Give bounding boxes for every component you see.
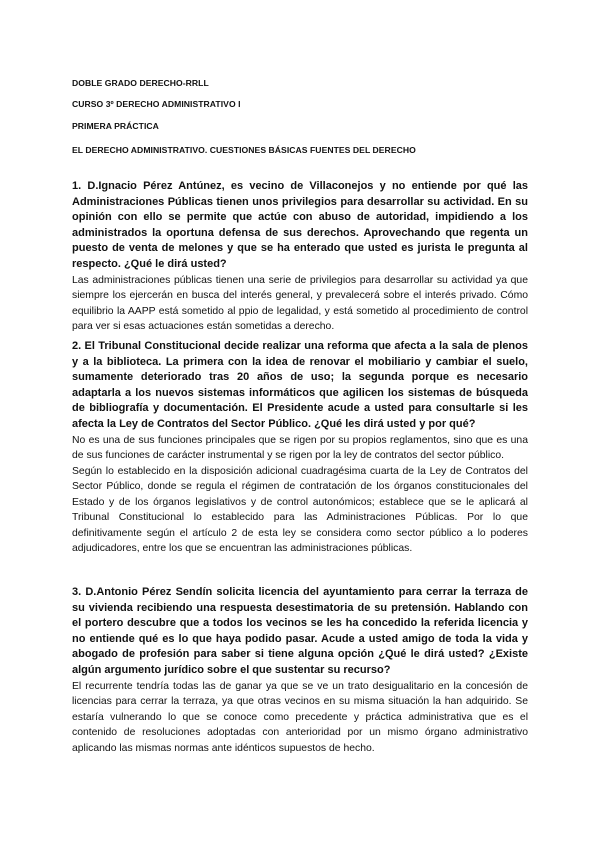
practice-title: PRIMERA PRÁCTICA: [72, 121, 159, 131]
answer-1-text: Las administraciones públicas tienen una serie de privilegios para desarrollar su actividad ya que siempre los ejercerán en busca del interés general, y prevalecerá sobre el interés privado. Cómo equilibrio la AAPP está sometido al ppio de legalidad, y está sometido al procedimiento de control para ver si esas actuaciones están sometidas a derecho.: [72, 274, 528, 333]
answer-2-text: No es una de sus funciones principales que se rigen por su propios reglamentos, sino que es una de sus funciones de carácter instrumental y se rigen por la ley de contratos del sector público.: [72, 434, 528, 462]
question-1-text: 1. D.Ignacio Pérez Antúnez, es vecino de Villaconejos y no entiende por qué las Administraciones Públicas tienen unos privilegios para desarrollar su actividad. En su opinión con ello se permite que actúe con abuso de autoridad, impidiendo a los administrados la oportuna defensa de sus derechos. Aprovechando que regenta un puesto de venta de melones y que se ha enterado que usted es jurista le pregunta al respecto. ¿Qué le dirá usted?: [72, 180, 528, 270]
course-title: CURSO 3º DERECHO ADMINISTRATIVO I: [72, 99, 241, 109]
answer-2-text-cont: Según lo establecido en la disposición adicional cuadragésima cuarta de la Ley de Contratos del Sector Público, donde se regula el régimen de contratación de los órganos constitucionales del Estado y de los órganos legislativos y de control autonómicos; establece que se le aplicará al Tribunal Constitucional lo establecido para las Administraciones Públicas. Por lo que definitivamente según el artículo 2 de esta ley se considera como sector público a lo poderes adjudicadores, entre los que se encuentran las administraciones públicas.: [72, 465, 528, 555]
question-block-3: [72, 585, 528, 756]
topic-title: EL DERECHO ADMINISTRATIVO. CUESTIONES BÁSICAS FUENTES DEL DERECHO: [72, 145, 416, 155]
answer-3-text: El recurrente tendría todas las de ganar ya que se ve un trato desigualitario en la concesión de licencias para cerrar la terraza, ya que otras vecinos en su misma situación la han adquirido. Se estaría vulnerando lo que se conoce como precedente y práctica administrativa que es el contenido de resoluciones adoptadas con anterioridad por un mismo órgano administrativo aplicando las mismas normas ante idénticos supuestos de hecho.: [72, 680, 528, 754]
question-2-text: 2. El Tribunal Constitucional decide realizar una reforma que afecta a la sala de plenos y a la biblioteca. La primera con la idea de renovar el mobiliario y cambiar el suelo, sumamente deteriorado tras 20 años de uso; la segunda porque es necesario adaptarla a los nuevos sistemas informáticos que agilicen los sistemas de búsqueda de bibliografía y documentación. El Presidente acude a usted para consultarle si les afecta la Ley de Contratos del Sector Público. ¿Qué les dirá usted y por qué?: [72, 340, 528, 430]
degree-title: DOBLE GRADO DERECHO-RRLL: [72, 78, 209, 88]
question-3-text: 3. D.Antonio Pérez Sendín solicita licencia del ayuntamiento para cerrar la terraza de su vivienda recibiendo una respuesta desestimatoria de su pretensión. Hablando con el portero descubre que a todos los vecinos se les ha concedido la referida licencia y no entiende qué es lo que haya podido pasar. Acude a usted amigo de toda la vida y abogado de profesión para saber si tiene alguna opción ¿Qué le dirá usted? ¿Existe algún argumento jurídico sobre el que sustentar su recurso?: [72, 586, 528, 676]
question-block-2: [72, 339, 528, 557]
question-block-1: [72, 179, 528, 335]
